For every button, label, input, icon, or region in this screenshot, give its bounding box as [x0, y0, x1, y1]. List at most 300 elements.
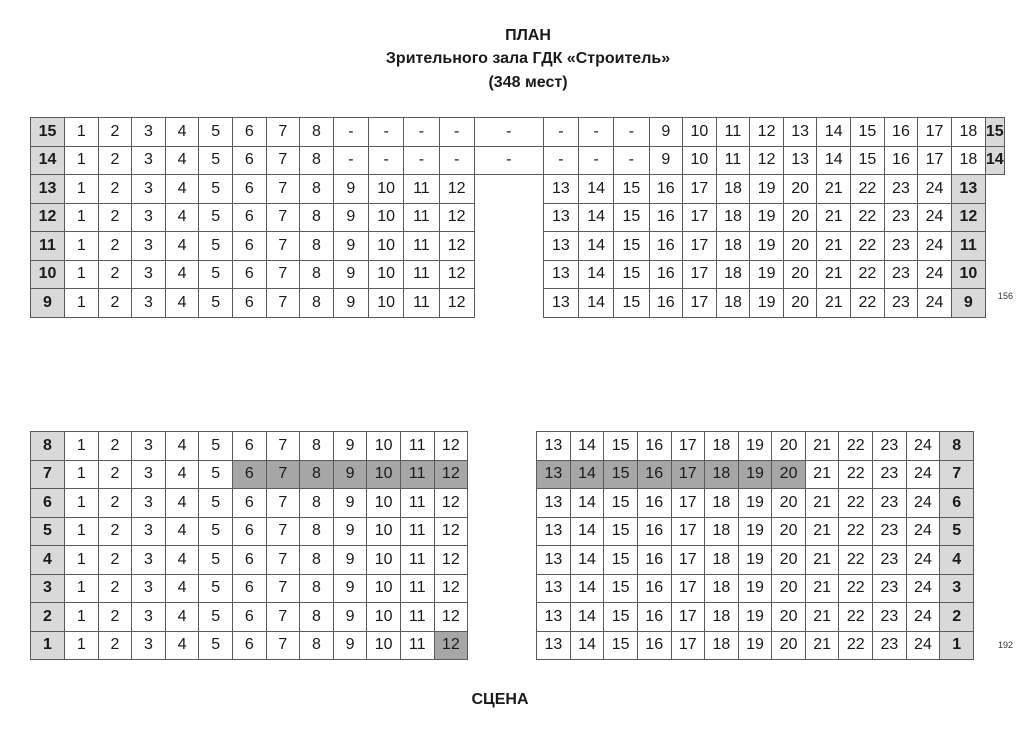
seat[interactable]: 22 [839, 631, 873, 660]
seat[interactable]: 7 [266, 489, 300, 518]
removed-seat[interactable]: - [579, 146, 614, 175]
row-number-right[interactable]: 4 [940, 546, 974, 575]
seat[interactable]: 21 [805, 603, 839, 632]
seat-highlighted[interactable]: 6 [232, 460, 266, 489]
seat[interactable]: 2 [98, 546, 132, 575]
seat[interactable]: 8 [300, 232, 334, 261]
seat[interactable]: 10 [367, 489, 401, 518]
seat[interactable]: 4 [165, 118, 199, 147]
seat[interactable]: 11 [404, 175, 439, 204]
seat[interactable]: 14 [570, 489, 604, 518]
seat[interactable]: 1 [65, 546, 99, 575]
seat[interactable]: 22 [839, 489, 873, 518]
seat[interactable]: 11 [716, 118, 750, 147]
seat[interactable]: 14 [579, 260, 614, 289]
seat[interactable]: 20 [772, 546, 806, 575]
seat[interactable]: 20 [772, 432, 806, 461]
seat[interactable]: 21 [817, 260, 851, 289]
seat[interactable]: 20 [783, 289, 817, 318]
removed-seat[interactable]: - [579, 118, 614, 147]
seat[interactable]: 5 [199, 517, 233, 546]
seat[interactable]: 2 [98, 260, 132, 289]
seat[interactable]: 21 [805, 517, 839, 546]
seat[interactable]: 24 [906, 517, 940, 546]
seat-highlighted[interactable]: 20 [772, 460, 806, 489]
seat[interactable]: 12 [439, 175, 474, 204]
seat[interactable]: 24 [906, 432, 940, 461]
seat[interactable]: 21 [805, 432, 839, 461]
seat[interactable]: 14 [579, 203, 614, 232]
row-number-right[interactable]: 15 [985, 118, 1004, 147]
seat[interactable]: 24 [918, 203, 952, 232]
seat[interactable]: 18 [716, 260, 750, 289]
removed-seat[interactable]: - [543, 146, 578, 175]
seat[interactable]: 23 [873, 546, 907, 575]
seat[interactable]: 16 [884, 146, 918, 175]
seat[interactable]: 13 [537, 603, 571, 632]
seat[interactable]: 7 [266, 432, 300, 461]
seat[interactable]: 7 [266, 175, 300, 204]
seat[interactable]: 3 [132, 489, 166, 518]
seat[interactable]: 21 [805, 574, 839, 603]
seat[interactable]: 8 [300, 574, 334, 603]
seat[interactable]: 13 [543, 289, 578, 318]
seat[interactable]: 1 [65, 175, 99, 204]
seat[interactable]: 22 [839, 574, 873, 603]
seat[interactable]: 17 [683, 203, 717, 232]
seat[interactable]: 24 [906, 489, 940, 518]
seat[interactable]: 7 [266, 517, 300, 546]
row-number-left[interactable]: 13 [31, 175, 65, 204]
seat[interactable]: 23 [873, 489, 907, 518]
seat[interactable]: 6 [232, 517, 266, 546]
seat[interactable]: 17 [683, 232, 717, 261]
seat[interactable]: 19 [738, 574, 772, 603]
seat[interactable]: 5 [199, 631, 233, 660]
seat[interactable]: 6 [232, 260, 266, 289]
seat[interactable]: 10 [367, 574, 401, 603]
seat[interactable]: 6 [232, 603, 266, 632]
seat[interactable]: 13 [537, 631, 571, 660]
seat[interactable]: 9 [333, 289, 368, 318]
seat[interactable]: 14 [579, 289, 614, 318]
seat[interactable]: 6 [232, 203, 266, 232]
seat[interactable]: 1 [65, 432, 99, 461]
seat[interactable]: 7 [266, 232, 300, 261]
seat[interactable]: 11 [404, 289, 439, 318]
seat[interactable]: 7 [266, 631, 300, 660]
seat[interactable]: 8 [300, 289, 334, 318]
seat-highlighted[interactable]: 9 [333, 460, 367, 489]
seat[interactable]: 12 [434, 546, 468, 575]
seat[interactable]: 9 [649, 118, 683, 147]
seat[interactable]: 6 [232, 631, 266, 660]
seat[interactable]: 2 [98, 603, 132, 632]
seat[interactable]: 3 [132, 574, 166, 603]
seat[interactable]: 16 [649, 175, 683, 204]
seat-highlighted[interactable]: 14 [570, 460, 604, 489]
seat[interactable]: 10 [367, 631, 401, 660]
seat[interactable]: 8 [300, 260, 334, 289]
seat[interactable]: 7 [266, 574, 300, 603]
seat[interactable]: 8 [300, 203, 334, 232]
row-number-left[interactable]: 3 [31, 574, 65, 603]
seat[interactable]: 9 [333, 260, 368, 289]
seat[interactable]: 20 [783, 232, 817, 261]
seat[interactable]: 2 [98, 175, 132, 204]
seat[interactable]: 24 [906, 574, 940, 603]
seat-highlighted[interactable]: 18 [705, 460, 739, 489]
seat[interactable]: 22 [851, 232, 885, 261]
removed-seat[interactable]: - [474, 146, 543, 175]
seat[interactable]: 16 [637, 517, 671, 546]
row-number-right[interactable]: 1 [940, 631, 974, 660]
seat-highlighted[interactable]: 17 [671, 460, 705, 489]
seat[interactable]: 18 [705, 432, 739, 461]
seat[interactable]: 24 [906, 603, 940, 632]
seat[interactable]: 14 [570, 603, 604, 632]
seat[interactable]: 10 [369, 175, 404, 204]
seat[interactable]: 14 [570, 546, 604, 575]
seat[interactable]: 1 [65, 289, 99, 318]
seat-highlighted[interactable]: 12 [434, 631, 468, 660]
seat[interactable]: 14 [570, 517, 604, 546]
removed-seat[interactable]: - [543, 118, 578, 147]
seat[interactable]: 6 [232, 118, 266, 147]
seat[interactable]: 3 [132, 146, 166, 175]
seat[interactable]: 20 [783, 175, 817, 204]
seat[interactable]: 21 [817, 175, 851, 204]
seat[interactable]: 14 [817, 118, 851, 147]
seat[interactable]: 15 [614, 175, 649, 204]
seat[interactable]: 21 [805, 546, 839, 575]
seat[interactable]: 18 [705, 631, 739, 660]
seat[interactable]: 3 [132, 232, 166, 261]
seat[interactable]: 8 [300, 489, 334, 518]
seat[interactable]: 10 [369, 232, 404, 261]
seat[interactable]: 6 [232, 175, 266, 204]
seat[interactable]: 15 [604, 603, 638, 632]
seat[interactable]: 21 [805, 460, 839, 489]
removed-seat[interactable]: - [369, 118, 404, 147]
seat[interactable]: 5 [199, 432, 233, 461]
removed-seat[interactable]: - [474, 118, 543, 147]
seat[interactable]: 15 [851, 146, 885, 175]
seat[interactable]: 13 [537, 432, 571, 461]
seat[interactable]: 10 [369, 203, 404, 232]
seat[interactable]: 22 [851, 260, 885, 289]
seat[interactable]: 5 [199, 603, 233, 632]
seat[interactable]: 18 [951, 118, 985, 147]
seat[interactable]: 15 [614, 260, 649, 289]
removed-seat[interactable]: - [333, 118, 368, 147]
seat[interactable]: 2 [98, 146, 132, 175]
seat[interactable]: 12 [434, 603, 468, 632]
seat[interactable]: 6 [232, 546, 266, 575]
seat[interactable]: 3 [132, 203, 166, 232]
seat[interactable]: 23 [873, 517, 907, 546]
seat[interactable]: 12 [439, 232, 474, 261]
seat[interactable]: 3 [132, 546, 166, 575]
seat[interactable]: 16 [637, 432, 671, 461]
seat[interactable]: 11 [400, 517, 434, 546]
seat[interactable]: 8 [300, 546, 334, 575]
seat[interactable]: 22 [839, 517, 873, 546]
seat[interactable]: 16 [637, 546, 671, 575]
seat[interactable]: 21 [817, 232, 851, 261]
seat[interactable]: 23 [884, 260, 918, 289]
seat[interactable]: 16 [649, 232, 683, 261]
seat[interactable]: 1 [65, 603, 99, 632]
seat[interactable]: 11 [404, 203, 439, 232]
seat[interactable]: 13 [537, 574, 571, 603]
seat[interactable]: 2 [98, 460, 132, 489]
seat[interactable]: 1 [65, 631, 99, 660]
seat[interactable]: 4 [165, 289, 199, 318]
row-number-right[interactable]: 9 [951, 289, 985, 318]
seat[interactable]: 23 [884, 232, 918, 261]
seat[interactable]: 12 [439, 260, 474, 289]
seat[interactable]: 16 [649, 203, 683, 232]
row-number-right[interactable]: 10 [951, 260, 985, 289]
seat[interactable]: 4 [165, 260, 199, 289]
seat-highlighted[interactable]: 7 [266, 460, 300, 489]
seat[interactable]: 9 [333, 574, 367, 603]
seat[interactable]: 15 [614, 232, 649, 261]
removed-seat[interactable]: - [439, 118, 474, 147]
seat[interactable]: 19 [750, 175, 784, 204]
seat[interactable]: 13 [543, 260, 578, 289]
seat[interactable]: 19 [750, 260, 784, 289]
seat[interactable]: 15 [604, 432, 638, 461]
seat[interactable]: 17 [671, 546, 705, 575]
seat[interactable]: 11 [400, 432, 434, 461]
seat[interactable]: 24 [918, 289, 952, 318]
seat[interactable]: 19 [738, 631, 772, 660]
row-number-right[interactable]: 3 [940, 574, 974, 603]
seat[interactable]: 20 [772, 517, 806, 546]
seat[interactable]: 9 [333, 603, 367, 632]
seat[interactable]: 19 [750, 203, 784, 232]
seat[interactable]: 13 [543, 232, 578, 261]
row-number-left[interactable]: 12 [31, 203, 65, 232]
seat[interactable]: 13 [543, 175, 578, 204]
seat[interactable]: 14 [570, 574, 604, 603]
seat[interactable]: 21 [817, 203, 851, 232]
seat[interactable]: 13 [783, 118, 817, 147]
row-number-right[interactable]: 7 [940, 460, 974, 489]
seat[interactable]: 17 [683, 175, 717, 204]
row-number-left[interactable]: 2 [31, 603, 65, 632]
removed-seat[interactable]: - [439, 146, 474, 175]
seat[interactable]: 12 [439, 289, 474, 318]
seat[interactable]: 20 [783, 260, 817, 289]
row-number-left[interactable]: 14 [31, 146, 65, 175]
seat[interactable]: 2 [98, 517, 132, 546]
seat[interactable]: 3 [132, 260, 166, 289]
seat[interactable]: 1 [65, 517, 99, 546]
seat[interactable]: 4 [165, 574, 199, 603]
row-number-right[interactable]: 5 [940, 517, 974, 546]
seat[interactable]: 14 [570, 631, 604, 660]
seat[interactable]: 4 [165, 232, 199, 261]
seat[interactable]: 18 [705, 489, 739, 518]
seat[interactable]: 23 [884, 175, 918, 204]
seat[interactable]: 3 [132, 603, 166, 632]
seat[interactable]: 1 [65, 574, 99, 603]
row-number-left[interactable]: 7 [31, 460, 65, 489]
seat[interactable]: 7 [266, 203, 300, 232]
seat[interactable]: 24 [906, 546, 940, 575]
seat[interactable]: 1 [65, 118, 99, 147]
seat[interactable]: 7 [266, 289, 300, 318]
seat[interactable]: 19 [750, 289, 784, 318]
seat-highlighted[interactable]: 19 [738, 460, 772, 489]
seat[interactable]: 9 [333, 175, 368, 204]
seat[interactable]: 4 [165, 460, 199, 489]
seat[interactable]: 17 [683, 260, 717, 289]
seat[interactable]: 18 [716, 175, 750, 204]
row-number-right[interactable]: 8 [940, 432, 974, 461]
row-number-left[interactable]: 11 [31, 232, 65, 261]
seat[interactable]: 24 [906, 460, 940, 489]
seat[interactable]: 15 [604, 489, 638, 518]
seat[interactable]: 17 [918, 146, 952, 175]
seat[interactable]: 6 [232, 489, 266, 518]
seat[interactable]: 10 [367, 546, 401, 575]
seat[interactable]: 4 [165, 432, 199, 461]
row-number-left[interactable]: 6 [31, 489, 65, 518]
seat-highlighted[interactable]: 15 [604, 460, 638, 489]
removed-seat[interactable]: - [369, 146, 404, 175]
seat[interactable]: 23 [884, 203, 918, 232]
seat[interactable]: 16 [637, 631, 671, 660]
seat[interactable]: 5 [199, 118, 233, 147]
seat[interactable]: 22 [839, 546, 873, 575]
row-number-left[interactable]: 9 [31, 289, 65, 318]
seat[interactable]: 17 [918, 118, 952, 147]
seat[interactable]: 19 [738, 546, 772, 575]
row-number-left[interactable]: 15 [31, 118, 65, 147]
seat[interactable]: 5 [199, 260, 233, 289]
row-number-right[interactable]: 2 [940, 603, 974, 632]
seat[interactable]: 2 [98, 289, 132, 318]
seat[interactable]: 14 [817, 146, 851, 175]
seat[interactable]: 7 [266, 146, 300, 175]
seat[interactable]: 20 [772, 489, 806, 518]
seat[interactable]: 2 [98, 203, 132, 232]
seat[interactable]: 15 [614, 289, 649, 318]
seat[interactable]: 12 [750, 118, 784, 147]
seat[interactable]: 11 [404, 232, 439, 261]
seat[interactable]: 15 [604, 517, 638, 546]
seat[interactable]: 12 [750, 146, 784, 175]
seat[interactable]: 2 [98, 489, 132, 518]
seat[interactable]: 12 [434, 574, 468, 603]
seat[interactable]: 4 [165, 631, 199, 660]
seat[interactable]: 2 [98, 118, 132, 147]
seat[interactable]: 13 [543, 203, 578, 232]
seat[interactable]: 12 [434, 517, 468, 546]
seat-highlighted[interactable]: 13 [537, 460, 571, 489]
seat[interactable]: 5 [199, 489, 233, 518]
seat[interactable]: 10 [367, 432, 401, 461]
seat[interactable]: 16 [637, 489, 671, 518]
seat-highlighted[interactable]: 16 [637, 460, 671, 489]
row-number-right[interactable]: 14 [985, 146, 1004, 175]
seat[interactable]: 4 [165, 546, 199, 575]
seat[interactable]: 23 [873, 574, 907, 603]
seat[interactable]: 20 [772, 631, 806, 660]
seat[interactable]: 3 [132, 460, 166, 489]
seat[interactable]: 3 [132, 289, 166, 318]
seat[interactable]: 1 [65, 489, 99, 518]
seat[interactable]: 16 [649, 260, 683, 289]
seat[interactable]: 6 [232, 232, 266, 261]
seat[interactable]: 10 [369, 289, 404, 318]
row-number-right[interactable]: 6 [940, 489, 974, 518]
seat[interactable]: 15 [614, 203, 649, 232]
seat[interactable]: 15 [604, 631, 638, 660]
seat[interactable]: 6 [232, 432, 266, 461]
seat[interactable]: 15 [851, 118, 885, 147]
seat[interactable]: 17 [671, 603, 705, 632]
seat[interactable]: 5 [199, 289, 233, 318]
seat[interactable]: 13 [537, 546, 571, 575]
seat[interactable]: 17 [671, 574, 705, 603]
seat[interactable]: 11 [400, 546, 434, 575]
seat[interactable]: 23 [873, 460, 907, 489]
seat[interactable]: 18 [951, 146, 985, 175]
row-number-right[interactable]: 11 [951, 232, 985, 261]
seat[interactable]: 4 [165, 146, 199, 175]
seat[interactable]: 21 [805, 489, 839, 518]
seat[interactable]: 8 [300, 603, 334, 632]
seat[interactable]: 8 [300, 432, 334, 461]
seat[interactable]: 6 [232, 289, 266, 318]
seat[interactable]: 20 [772, 603, 806, 632]
seat[interactable]: 22 [851, 289, 885, 318]
seat[interactable]: 18 [705, 574, 739, 603]
seat[interactable]: 17 [683, 289, 717, 318]
seat[interactable]: 7 [266, 260, 300, 289]
seat[interactable]: 16 [637, 603, 671, 632]
seat[interactable]: 11 [400, 631, 434, 660]
seat[interactable]: 5 [199, 574, 233, 603]
row-number-left[interactable]: 5 [31, 517, 65, 546]
seat[interactable]: 19 [738, 517, 772, 546]
seat[interactable]: 14 [570, 432, 604, 461]
seat[interactable]: 10 [367, 603, 401, 632]
seat[interactable]: 2 [98, 574, 132, 603]
seat[interactable]: 11 [400, 574, 434, 603]
seat[interactable]: 15 [604, 574, 638, 603]
seat[interactable]: 3 [132, 631, 166, 660]
seat[interactable]: 22 [839, 432, 873, 461]
seat[interactable]: 11 [400, 489, 434, 518]
seat[interactable]: 18 [705, 546, 739, 575]
seat[interactable]: 4 [165, 175, 199, 204]
removed-seat[interactable]: - [404, 146, 439, 175]
seat[interactable]: 1 [65, 232, 99, 261]
seat[interactable]: 13 [537, 489, 571, 518]
seat[interactable]: 5 [199, 232, 233, 261]
seat[interactable]: 23 [884, 289, 918, 318]
seat[interactable]: 18 [716, 232, 750, 261]
seat[interactable]: 4 [165, 603, 199, 632]
seat[interactable]: 4 [165, 517, 199, 546]
seat[interactable]: 9 [333, 489, 367, 518]
